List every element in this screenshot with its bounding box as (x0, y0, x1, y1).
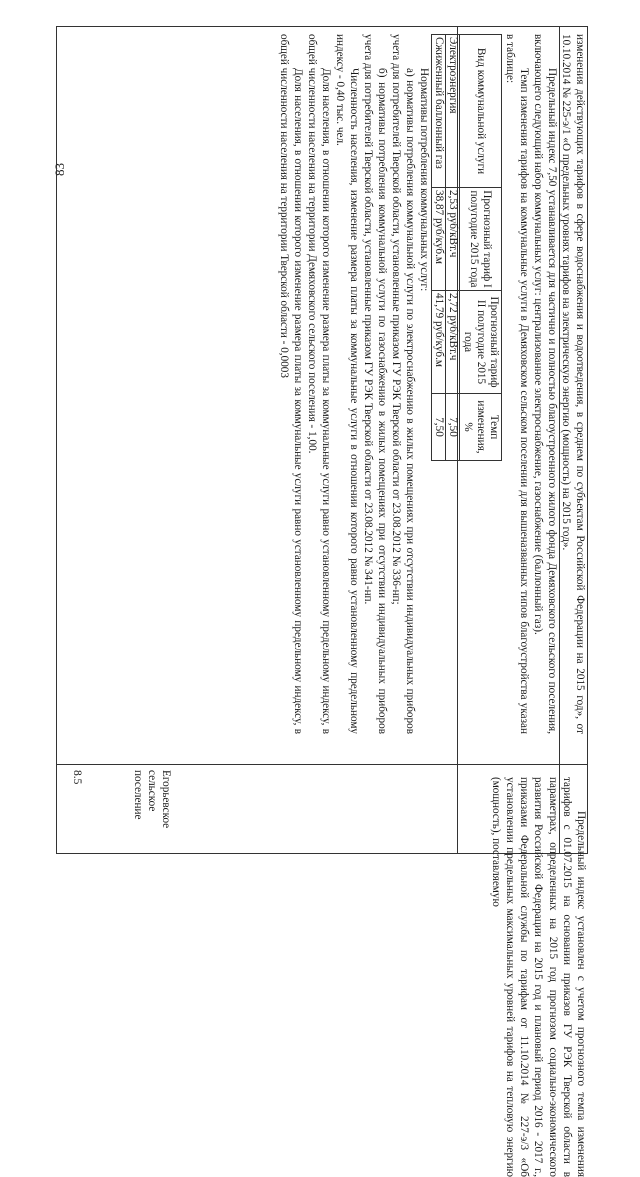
row2-text-sheet (56, 26, 588, 854)
row1-after-1: Нормативы потребления коммунальных услуг: (417, 68, 430, 292)
row1-paragraph-1: изменения действующих тарифов в сфере водоснабжения и водоотведения, в среднем по субъектам Российской Федерации на 2015 год», от 10.10.2014 № 225-э/1 «О предельных уровнях тарифов на электрическую энергию (мощность) на 2015 год». (560, 34, 586, 734)
header-tariff-h2: Прогнозный тариф II полугодие 2015 года (459, 291, 501, 394)
cell-service: Сжиженный баллонный газ (431, 35, 445, 188)
row1-after-5: Доля населения, в отношении которого изменение размера платы за коммунальные услуги равно установленному предельному индексу, в общей численности населения на территории Демяховского сельского поселения - 1,00. (306, 34, 333, 734)
row1-after-6: Доля населения, в отношении которого изменение размера платы за коммунальные услуги равно установленному предельному индексу, в общей численности населения на территории Тверской области - 0,0003 (278, 34, 305, 734)
header-rate: Темп изменения, % (459, 394, 501, 461)
row1-after-2: а) нормативы потребления коммунальной услуги по электроснабжению в жилых помещениях при отсутствии индивидуальных приборов учета для потребителей Тверской области, установленные приказом ГУ РЭК Тверской области от 23.08.2012 № 336-нп; (389, 34, 416, 734)
page-number: 83 (52, 163, 67, 176)
cell-tariff-h1: 2,53 руб/кВт.ч (445, 188, 459, 291)
cell-rate: 7,50 (445, 394, 459, 461)
cell-service: Электроэнергия (445, 35, 459, 188)
row2-description: Предельный индекс установлен с учетом прогнозного темпа изменения тарифов с 01.07.2015 на основании приказов ГУ РЭК Тверской области в параметрах, определенных на 2015 год прогнозом социально-экономического развития Российской Федерации на 2015 год и плановый период 2016 - 2017 г., приказами Федеральной службы по тарифам от 11.10.2014 № 227-э/3 «Об установлении предельных максимальных уровней тарифов на тепловую энергию (мощность), поставляемую (489, 777, 587, 1177)
header-tariff-h1: Прогнозный тариф I полугодие 2015 года (459, 188, 501, 291)
row2-name: Егорьевское сельское поселение (132, 770, 172, 829)
cell-tariff-h2: 2,72 руб/кВт.ч (445, 291, 459, 394)
row1-after-3: б) нормативы потребления коммунальной услуги по газоснабжению в жилых помещениях при отсутствии индивидуальных приборов учета для потребителей Тверской области, установленные приказом ГУ РЭК Тверской области от 23.08.2012 № 341-нп. (361, 34, 388, 734)
cell-tariff-h1: 38,87 руб/куб.м (431, 188, 445, 291)
row1-paragraph-2: Предельный индекс 7,50 устанавливается для частично и полностью благоустроенного жилого фонда Демяховского сельского поселения, включающего следующий набор коммунальных услуг: централизованное электроснабжение, газоснабжение (баллонный газ). (532, 34, 559, 734)
cell-rate: 7,50 (431, 394, 445, 461)
row2-number: 8.5 (71, 770, 83, 785)
header-service: Вид коммунальной услуги (459, 35, 501, 188)
row1-paragraph-3: Темп изменения тарифов на коммунальные услуги в Демяховском сельском поселении для вышеназванных типов благоустройства указан в таблице: (504, 34, 531, 734)
cell-tariff-h2: 41,79 руб/куб.м (431, 291, 445, 394)
row1-after-4: Численность населения, изменение размера платы за коммунальные услуги в отношении которого равно установленному предельному индексу - 0,40 тыс. чел. (334, 34, 361, 734)
